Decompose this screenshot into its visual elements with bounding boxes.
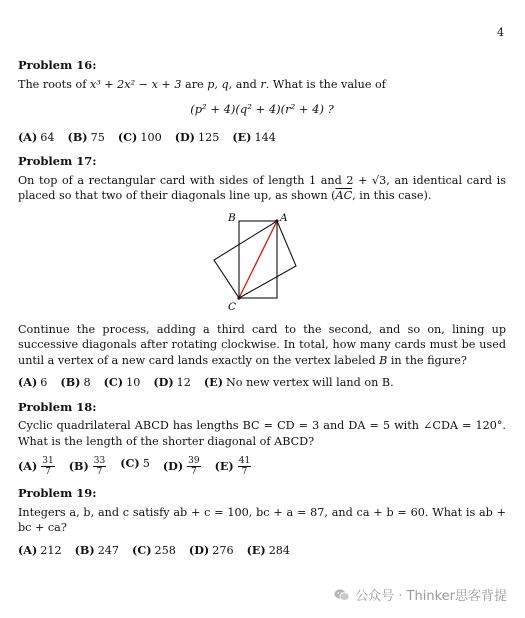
- choice-value: No new vertex will land on B.: [226, 376, 394, 389]
- choice-label: (D): [174, 129, 195, 144]
- choice-label: (A): [18, 458, 38, 473]
- wechat-icon: [334, 588, 350, 602]
- p16-text-b: are: [181, 77, 208, 91]
- choice-label: (A): [18, 129, 38, 144]
- choice-value: 75: [90, 130, 105, 144]
- p16-text-c: and: [232, 77, 261, 91]
- fraction: [187, 456, 200, 477]
- choice-label: (E): [232, 129, 252, 144]
- fraction: [41, 456, 54, 477]
- choice-value: 258: [154, 543, 176, 557]
- fraction-denominator: 7: [96, 467, 103, 477]
- p17-text-4: in the figure?: [387, 353, 467, 367]
- p16-root-r: r: [260, 77, 266, 91]
- problem-17-choices: [18, 375, 506, 391]
- choice-value: 64: [40, 130, 55, 144]
- choice-value: 12: [176, 376, 191, 389]
- fraction: [93, 456, 106, 477]
- problem-17-question: [18, 322, 506, 369]
- choice-value: 212: [40, 543, 62, 557]
- choice-label: (B): [67, 129, 88, 144]
- choice-value: 276: [212, 543, 234, 557]
- problem-18-title: Problem 18:: [18, 399, 97, 414]
- choice-value: 5: [142, 457, 150, 470]
- p19-choice-b[interactable]: [75, 543, 119, 559]
- fraction-denominator: 7: [241, 467, 248, 477]
- problem-17-statement: [18, 173, 506, 204]
- choice-label: (E): [246, 542, 266, 557]
- problem-16-choices: [18, 130, 506, 146]
- problem-18: [18, 400, 506, 478]
- watermark-text: 公众号 · Thinker思客背提: [355, 589, 507, 604]
- choice-label: (D): [188, 542, 210, 557]
- p18-choice-c[interactable]: [120, 456, 150, 477]
- p17-choice-e[interactable]: [204, 375, 394, 391]
- problem-16-title: Problem 16:: [18, 58, 97, 72]
- p16-choice-c[interactable]: [118, 130, 162, 146]
- p17-choice-a[interactable]: [18, 375, 47, 391]
- p17-segment: $\overline{AC}$: [335, 189, 353, 202]
- problem-16-display-expression: (p² + 4)(q² + 4)(r² + 4) ?: [190, 102, 334, 116]
- choice-value: 284: [268, 543, 291, 557]
- p17-choice-d[interactable]: [153, 375, 191, 391]
- watermark: [334, 585, 507, 604]
- p19-choice-c[interactable]: [132, 543, 176, 559]
- choice-label: (B): [74, 542, 95, 557]
- choice-label: (E): [203, 375, 223, 389]
- vertex-label-b: B: [228, 211, 236, 224]
- problem-19-choices: [18, 543, 506, 559]
- p17-text-2: , in this case).: [352, 189, 432, 202]
- problem-16: [18, 58, 506, 145]
- p16-choice-b[interactable]: [68, 130, 105, 146]
- p17-choice-c[interactable]: [104, 375, 141, 391]
- p16-choice-a[interactable]: [18, 130, 55, 146]
- choice-label: (B): [60, 375, 81, 389]
- p16-roots: p, q,: [207, 77, 233, 91]
- p18-choice-d[interactable]: [163, 456, 202, 477]
- choice-label: (E): [214, 458, 234, 473]
- problem-18-statement: Cyclic quadrilateral ABCD has lengths BC = CD = 3 and DA = 5 with ∠CDA = 120°. What is the length of the shorter diagonal of ABCD?: [18, 419, 506, 448]
- fraction-denominator: 7: [191, 467, 197, 477]
- p16-choice-d[interactable]: [175, 130, 220, 146]
- p18-choice-b[interactable]: [69, 456, 108, 477]
- choice-value: 10: [126, 376, 141, 389]
- problem-set: [18, 58, 506, 567]
- choice-label: (D): [162, 458, 184, 473]
- problem-19: [18, 486, 506, 558]
- problem-16-statement: [18, 77, 506, 93]
- card-diagram: [18, 210, 506, 318]
- p18-choice-a[interactable]: [18, 456, 56, 477]
- choice-label: (A): [18, 542, 38, 557]
- choice-label: (B): [68, 458, 89, 473]
- choice-value: 8: [83, 376, 91, 389]
- p17-text-3: Continue the process, adding a third card to the second, and so on, lining up successive diagonals after rotating clockwise. In total, how many cards must be used until a vertex of a new card lands exactly on the vertex labeled: [18, 322, 506, 367]
- p17-choice-b[interactable]: [60, 375, 90, 391]
- choice-label: (C): [103, 375, 124, 389]
- p19-choice-d[interactable]: [189, 543, 234, 559]
- problem-19-title: Problem 19:: [18, 486, 97, 500]
- choice-label: (A): [18, 375, 38, 389]
- p16-text-a: The roots of: [18, 77, 90, 91]
- card-diagram-svg: [192, 210, 332, 318]
- vertex-a-dot: [275, 219, 278, 222]
- choice-value: 100: [140, 130, 162, 144]
- p17-text-1: On top of a rectangular card with sides of length 1 and 2 + √3, an identical card is placed so that two of their diagonals line up, as shown (: [18, 173, 506, 202]
- rotated-card: [214, 221, 296, 298]
- p16-polynomial: x³ + 2x² − x + 3: [89, 77, 182, 91]
- choice-label: (C): [117, 129, 138, 144]
- vertex-c-dot: [237, 296, 240, 299]
- choice-value: 247: [97, 543, 120, 557]
- choice-label: (D): [153, 375, 174, 389]
- fraction-numerator: 39: [188, 456, 200, 466]
- fraction-numerator: 33: [93, 456, 106, 466]
- choice-label: (C): [132, 542, 152, 557]
- problem-18-choices: [18, 456, 506, 477]
- vertex-label-a: A: [280, 211, 288, 224]
- choice-value: 125: [197, 130, 220, 144]
- vertex-label-c: C: [228, 300, 237, 313]
- fraction: [238, 456, 251, 477]
- fraction-denominator: 7: [45, 467, 51, 477]
- p16-choice-e[interactable]: [232, 130, 275, 146]
- p17-vertex: B: [379, 353, 388, 367]
- fraction-numerator: 41: [238, 456, 251, 466]
- problem-17: [18, 154, 506, 391]
- page-number: 4: [497, 26, 504, 39]
- choice-value: 144: [254, 130, 276, 144]
- p19-choice-e[interactable]: [247, 543, 290, 559]
- choice-label: (C): [120, 456, 140, 470]
- fraction-numerator: 31: [42, 456, 54, 466]
- p18-choice-e[interactable]: [215, 456, 253, 477]
- choice-value: 6: [40, 376, 48, 389]
- problem-17-title: Problem 17:: [18, 154, 97, 168]
- p19-choice-a[interactable]: [18, 543, 62, 559]
- p16-text-d: . What is the value of: [265, 77, 386, 91]
- problem-19-statement: Integers a, b, and c satisfy ab + c = 100, bc + a = 87, and ca + b = 60. What is ab + bc + ca?: [18, 505, 506, 534]
